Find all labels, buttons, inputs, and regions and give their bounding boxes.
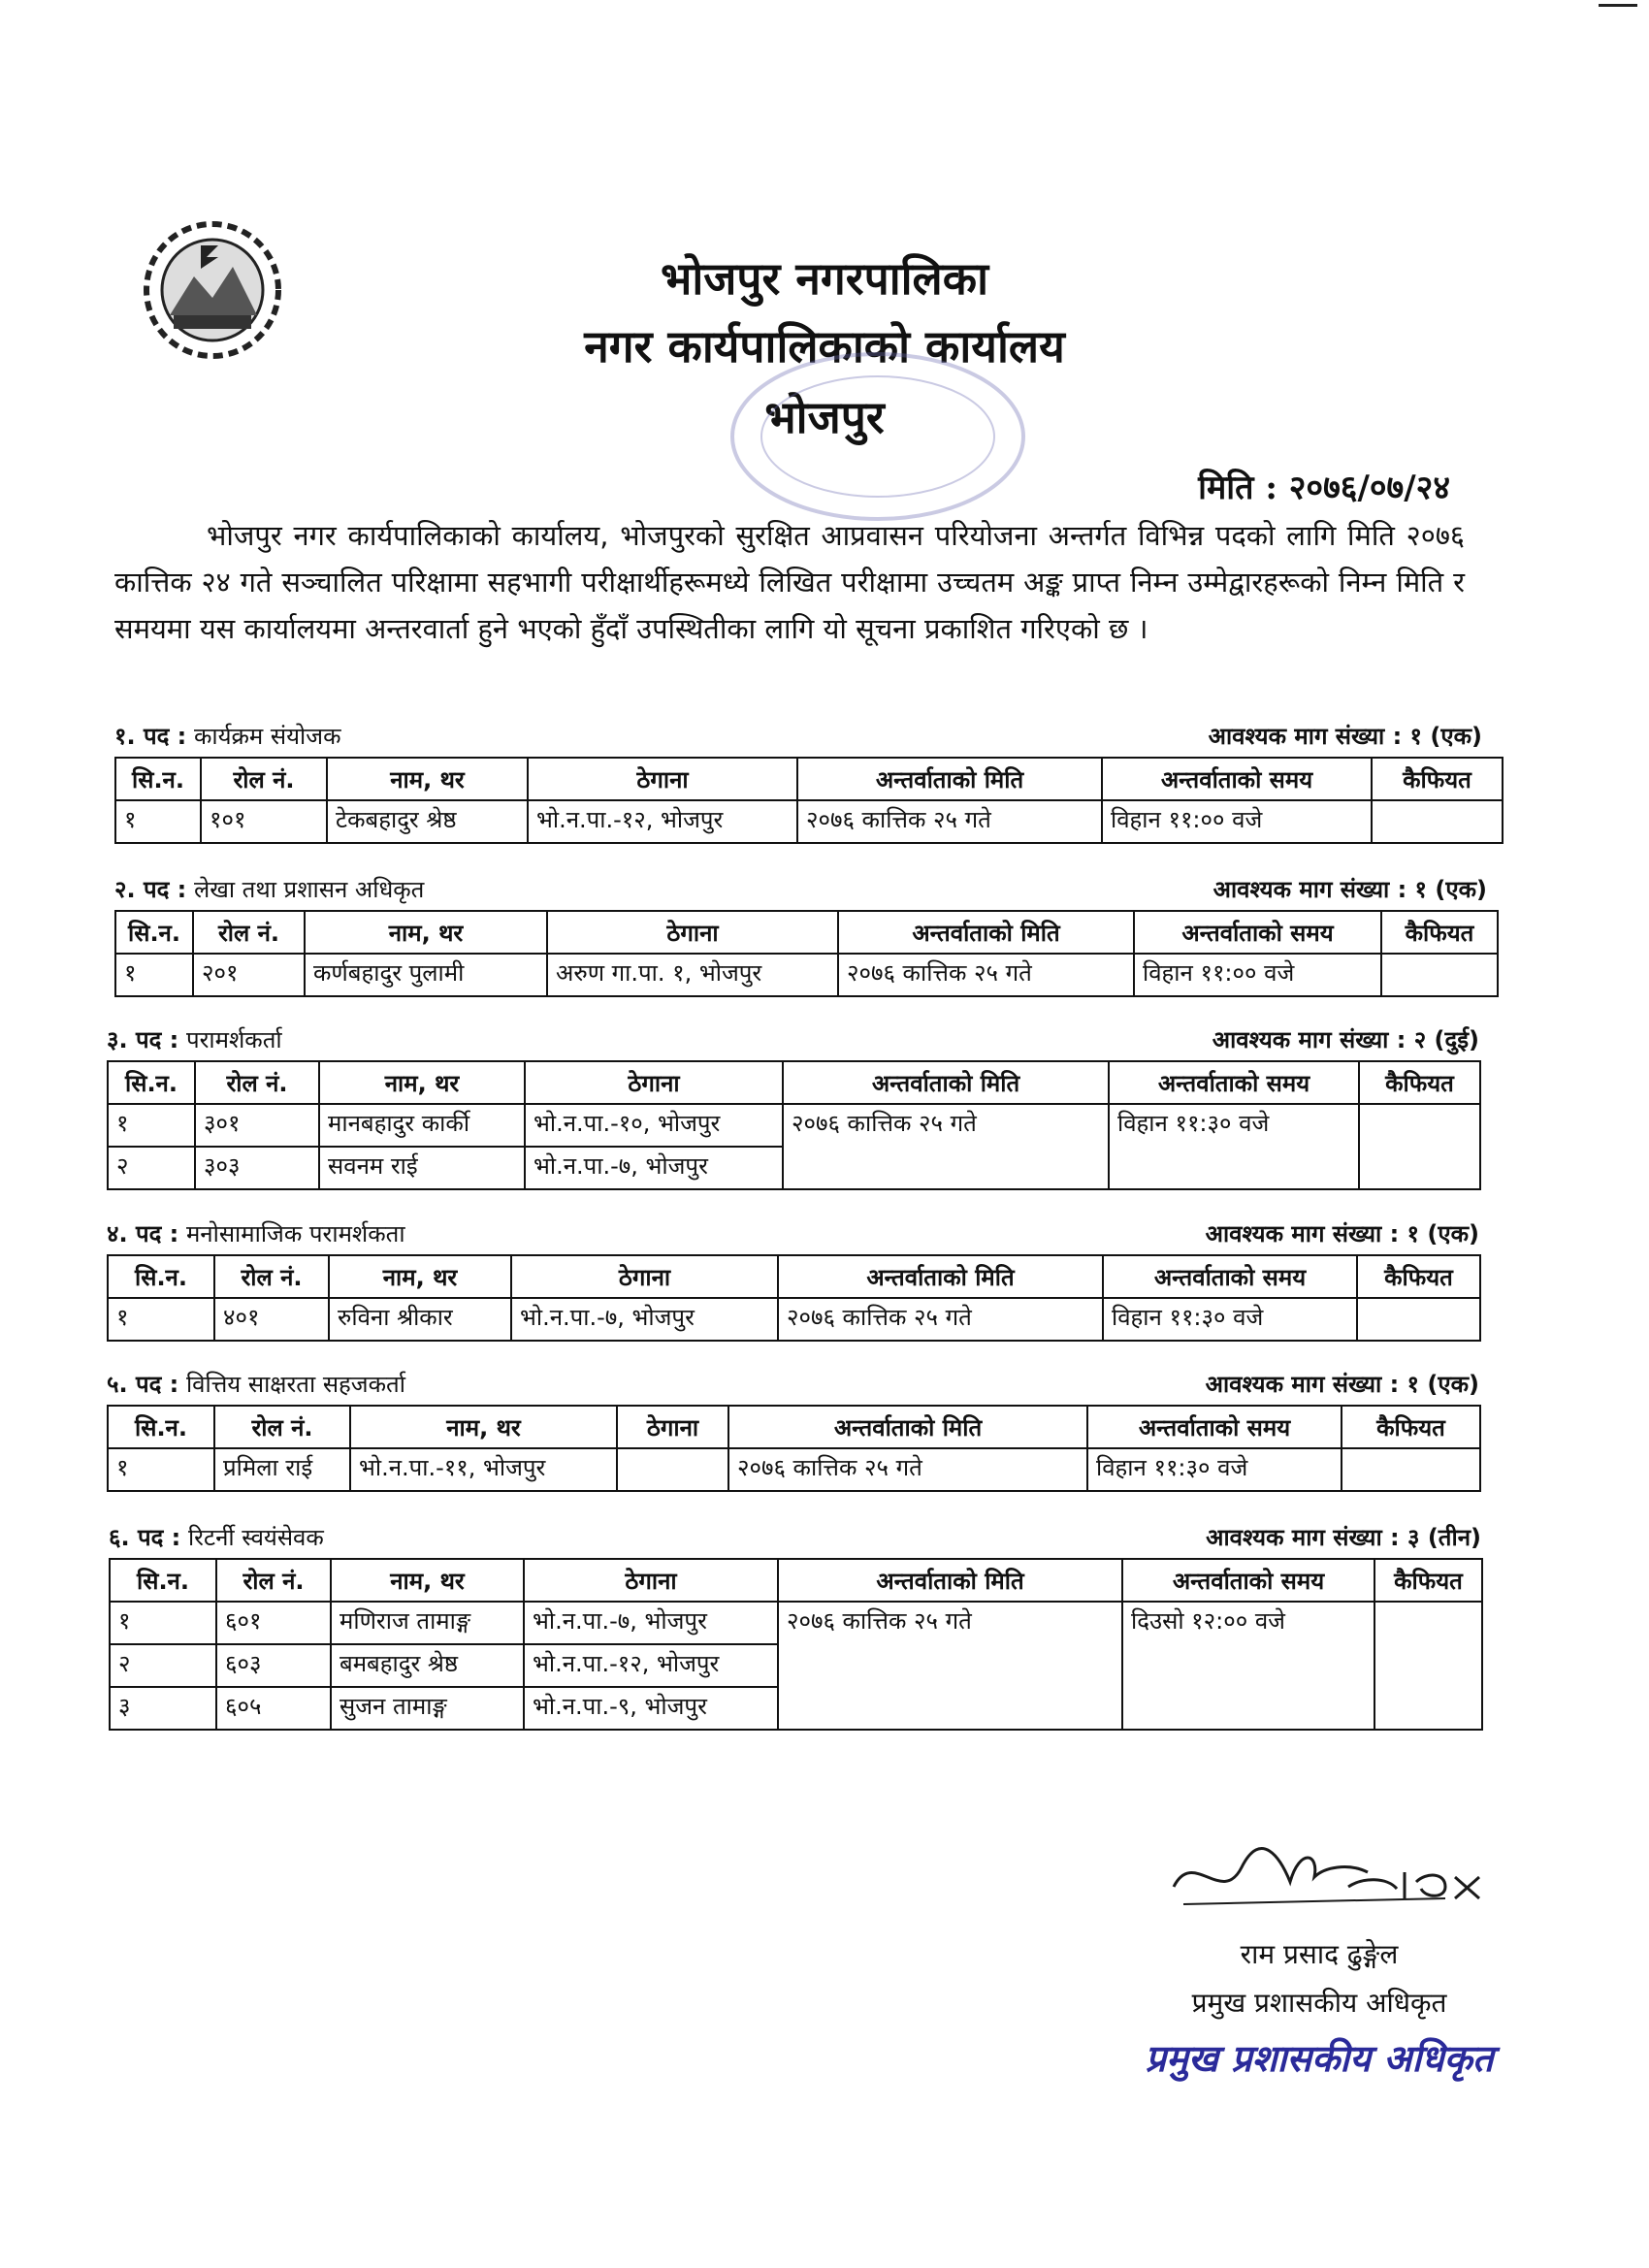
- post-name: परामर्शकर्ता: [185, 1026, 282, 1053]
- required-count: आवश्यक माग संख्या : १ (एक): [1205, 1371, 1479, 1398]
- column-header: कैफियत: [1359, 1061, 1480, 1104]
- column-header: सि.न.: [110, 1559, 216, 1602]
- cell-name: सुजन तामाङ्ग: [331, 1687, 524, 1730]
- post-section: [107, 1368, 1479, 1492]
- cell-remark: [1342, 1448, 1480, 1491]
- candidate-table: [107, 1060, 1481, 1190]
- column-header: रोल नं.: [214, 1255, 329, 1298]
- column-header: नाम, थर: [327, 758, 528, 800]
- column-header: रोल नं.: [216, 1559, 331, 1602]
- column-header: सि.न.: [115, 758, 201, 800]
- post-section: [107, 1023, 1479, 1190]
- column-header: अन्तर्वाताको मिति: [778, 1559, 1122, 1602]
- post-name: मनोसामाजिक परामर्शकता: [185, 1220, 405, 1247]
- column-header: ठेगाना: [525, 1061, 783, 1104]
- required-count: आवश्यक माग संख्या : ३ (तीन): [1206, 1524, 1481, 1551]
- office-location: भोजपुर: [764, 391, 885, 443]
- table-row: [108, 1104, 1480, 1147]
- column-header: अन्तर्वाताको मिति: [838, 911, 1134, 954]
- column-header: रोल नं.: [195, 1061, 319, 1104]
- cell-sn: १: [108, 1298, 214, 1341]
- cell-roll: ४०१: [214, 1298, 329, 1341]
- column-header: कैफियत: [1372, 758, 1503, 800]
- cell-remark: [1357, 1298, 1480, 1341]
- cell-sn: १: [115, 800, 201, 843]
- table-row: [110, 1602, 1482, 1644]
- cell-sn: १: [108, 1448, 214, 1491]
- cell-time: विहान ११:०० वजे: [1134, 954, 1381, 996]
- cell-name: सवनम राई: [319, 1147, 525, 1189]
- cell-time: विहान ११:३० वजे: [1103, 1298, 1357, 1341]
- cell-roll: ६०३: [216, 1644, 331, 1687]
- cell-time: विहान ११:३० वजे: [1087, 1448, 1342, 1491]
- post-section: [109, 1521, 1481, 1731]
- cell-roll: १०१: [201, 800, 327, 843]
- candidate-table: [114, 910, 1499, 997]
- post-section: [114, 873, 1487, 997]
- candidate-table: [114, 757, 1504, 844]
- post-name: कार्यक्रम संयोजक: [193, 723, 341, 750]
- column-header: ठेगाना: [617, 1406, 728, 1448]
- column-header: नाम, थर: [319, 1061, 525, 1104]
- section-heading: [107, 1368, 1479, 1405]
- cell-time: विहान ११:३० वजे: [1109, 1104, 1359, 1189]
- column-header: अन्तर्वाताको समय: [1122, 1559, 1374, 1602]
- signatory-title: प्रमुख प्रशासकीय अधिकृत: [1191, 1987, 1447, 2019]
- cell-sn: २: [108, 1147, 195, 1189]
- table-header-row: [108, 1255, 1480, 1298]
- cell-name: बमबहादुर श्रेष्ठ: [331, 1644, 524, 1687]
- cell-date: २०७६ कात्तिक २५ गते: [838, 954, 1134, 996]
- column-header: ठेगाना: [524, 1559, 778, 1602]
- cell-sn: १: [108, 1104, 195, 1147]
- cell-address: भो.न.पा.-७, भोजपुर: [525, 1147, 783, 1189]
- table-header-row: [115, 911, 1498, 954]
- candidate-table: [107, 1254, 1481, 1342]
- column-header: ठेगाना: [547, 911, 838, 954]
- column-header: सि.न.: [115, 911, 193, 954]
- column-header: ठेगाना: [528, 758, 797, 800]
- cell-sn: २: [110, 1644, 216, 1687]
- cell-date: २०७६ कात्तिक २५ गते: [783, 1104, 1109, 1189]
- cell-date: २०७६ कात्तिक २५ गते: [728, 1448, 1087, 1491]
- post-name: लेखा तथा प्रशासन अधिकृत: [193, 876, 425, 903]
- cell-name: मानबहादुर कार्की: [319, 1104, 525, 1147]
- required-count: आवश्यक माग संख्या : २ (दुई): [1212, 1026, 1479, 1053]
- cell-address: भो.न.पा.-७, भोजपुर: [511, 1298, 778, 1341]
- office-stamp: [718, 340, 1038, 534]
- cell-remark: [1372, 800, 1503, 843]
- cell-name: कर्णबहादुर पुलामी: [305, 954, 547, 996]
- cell-roll: प्रमिला राई: [214, 1448, 350, 1491]
- column-header: अन्तर्वाताको समय: [1087, 1406, 1342, 1448]
- table-header-row: [110, 1559, 1482, 1602]
- office-subtitle: नगर कार्यपालिकाको कार्यालय: [584, 320, 1065, 373]
- column-header: रोल नं.: [214, 1406, 350, 1448]
- candidate-table: [107, 1405, 1481, 1492]
- column-header: अन्तर्वाताको मिति: [778, 1255, 1103, 1298]
- column-header: अन्तर्वाताको मिति: [728, 1406, 1087, 1448]
- column-header: ठेगाना: [511, 1255, 778, 1298]
- post-name: वित्तिय साक्षरता सहजकर्ता: [185, 1371, 405, 1398]
- column-header: कैफियत: [1374, 1559, 1482, 1602]
- table-row: [108, 1298, 1480, 1341]
- cell-date: २०७६ कात्तिक २५ गते: [778, 1298, 1103, 1341]
- post-section: [107, 1217, 1479, 1342]
- cell-time: विहान ११:०० वजे: [1102, 800, 1372, 843]
- cell-roll: २०१: [193, 954, 305, 996]
- section-heading: [114, 720, 1482, 757]
- post-number: ३. पद :: [107, 1026, 179, 1053]
- post-number: ४. पद :: [107, 1220, 179, 1247]
- table-header-row: [108, 1061, 1480, 1104]
- column-header: अन्तर्वाताको समय: [1103, 1255, 1357, 1298]
- table-header-row: [115, 758, 1503, 800]
- cell-remark: [1374, 1602, 1482, 1730]
- table-row: [108, 1448, 1480, 1491]
- post-number: ५. पद :: [107, 1371, 179, 1398]
- cell-address: भो.न.पा.-१०, भोजपुर: [525, 1104, 783, 1147]
- cell-address: भो.न.पा.-१२, भोजपुर: [528, 800, 797, 843]
- office-name: भोजपुर नगरपालिका: [661, 252, 988, 305]
- table-row: [115, 800, 1503, 843]
- section-heading: [114, 873, 1487, 910]
- signatory-seal: प्रमुख प्रशासकीय अधिकृत: [1145, 2037, 1494, 2080]
- cell-address: भो.न.पा.-९, भोजपुर: [524, 1687, 778, 1730]
- corner-mark: [1599, 4, 1637, 7]
- section-heading: [107, 1023, 1479, 1060]
- cell-name: टेकबहादुर श्रेष्ठ: [327, 800, 528, 843]
- cell-roll: ३०१: [195, 1104, 319, 1147]
- post-number: ६. पद :: [109, 1524, 181, 1551]
- column-header: सि.न.: [108, 1061, 195, 1104]
- column-header: नाम, थर: [350, 1406, 617, 1448]
- cell-sn: १: [115, 954, 193, 996]
- cell-name: भो.न.पा.-११, भोजपुर: [350, 1448, 617, 1491]
- post-number: २. पद :: [114, 876, 187, 903]
- column-header: सि.न.: [108, 1255, 214, 1298]
- required-count: आवश्यक माग संख्या : १ (एक): [1212, 876, 1487, 903]
- post-name: रिटर्नी स्वयंसेवक: [187, 1524, 324, 1551]
- column-header: अन्तर्वाताको समय: [1134, 911, 1381, 954]
- column-header: अन्तर्वाताको समय: [1109, 1061, 1359, 1104]
- column-header: रोल नं.: [193, 911, 305, 954]
- cell-time: दिउसो १२:०० वजे: [1122, 1602, 1374, 1730]
- column-header: अन्तर्वाताको मिति: [797, 758, 1102, 800]
- cell-roll: ३०३: [195, 1147, 319, 1189]
- notice-date: मिति : २०७६/०७/२४: [1198, 469, 1450, 507]
- signatory-name: राम प्रसाद ढुङ्गेल: [1240, 1938, 1399, 1970]
- table-header-row: [108, 1406, 1480, 1448]
- cell-address: भो.न.पा.-७, भोजपुर: [524, 1602, 778, 1644]
- column-header: कैफियत: [1342, 1406, 1480, 1448]
- cell-date: २०७६ कात्तिक २५ गते: [778, 1602, 1122, 1730]
- cell-roll: ६०१: [216, 1602, 331, 1644]
- required-count: आवश्यक माग संख्या : १ (एक): [1205, 1220, 1479, 1247]
- column-header: अन्तर्वाताको मिति: [783, 1061, 1109, 1104]
- post-number: १. पद :: [114, 723, 187, 750]
- column-header: कैफियत: [1357, 1255, 1480, 1298]
- cell-sn: १: [110, 1602, 216, 1644]
- post-section: [114, 720, 1482, 844]
- cell-name: रुविना श्रीकार: [329, 1298, 511, 1341]
- section-heading: [109, 1521, 1481, 1558]
- column-header: अन्तर्वाताको समय: [1102, 758, 1372, 800]
- required-count: आवश्यक माग संख्या : १ (एक): [1208, 723, 1482, 750]
- notice-body: [114, 512, 1465, 652]
- cell-roll: ६०५: [216, 1687, 331, 1730]
- table-row: [115, 954, 1498, 996]
- cell-address: भो.न.पा.-१२, भोजपुर: [524, 1644, 778, 1687]
- column-header: नाम, थर: [331, 1559, 524, 1602]
- cell-address: [617, 1448, 728, 1491]
- cell-sn: ३: [110, 1687, 216, 1730]
- cell-remark: [1381, 954, 1498, 996]
- cell-remark: [1359, 1104, 1480, 1189]
- section-heading: [107, 1217, 1479, 1254]
- notice-text: भोजपुर नगर कार्यपालिकाको कार्यालय, भोजपुरको सुरक्षित आप्रवासन परियोजना अन्तर्गत विभिन्न पदको लागि मिति २०७६ कात्तिक २४ गते सञ्चालित परिक्षामा सहभागी परीक्षार्थीहरूमध्ये लिखित परीक्षामा उच्चतम अङ्क प्राप्त निम्न उम्मेद्वारहरूको निम्न मिति र समयमा यस कार्यालयमा अन्तरवार्ता हुने भएको हुँदाँ उपस्थितीका लागि यो सूचना प्रकाशित गरिएको छ ।: [114, 519, 1465, 645]
- cell-name: मणिराज तामाङ्ग: [331, 1602, 524, 1644]
- cell-date: २०७६ कात्तिक २५ गते: [797, 800, 1102, 843]
- handwritten-signature: [1154, 1829, 1504, 1926]
- cell-address: अरुण गा.पा. १, भोजपुर: [547, 954, 838, 996]
- column-header: नाम, थर: [329, 1255, 511, 1298]
- column-header: नाम, थर: [305, 911, 547, 954]
- column-header: कैफियत: [1381, 911, 1498, 954]
- column-header: रोल नं.: [201, 758, 327, 800]
- column-header: सि.न.: [108, 1406, 214, 1448]
- candidate-table: [109, 1558, 1483, 1731]
